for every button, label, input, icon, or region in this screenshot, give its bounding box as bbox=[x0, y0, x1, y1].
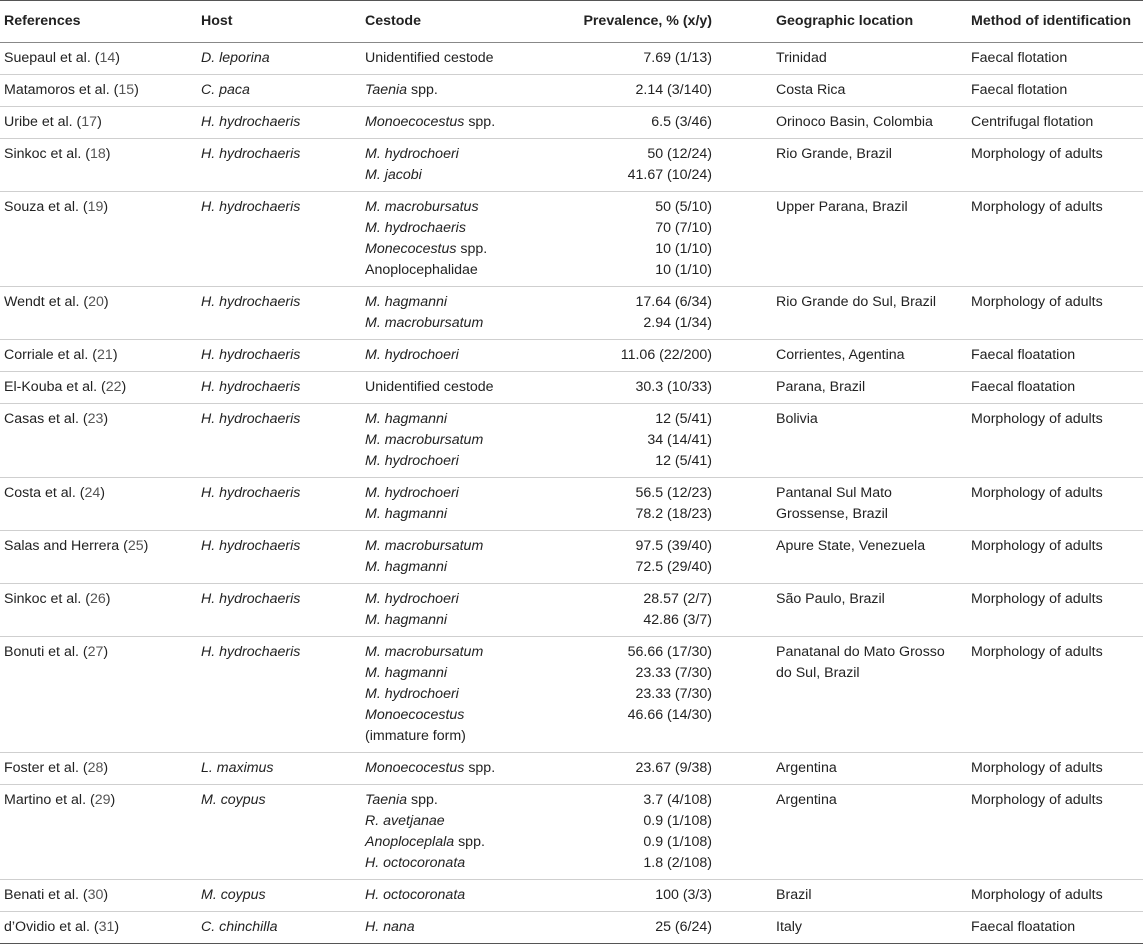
host-cell: H. hydrochaeris bbox=[201, 411, 301, 427]
prevalence-value: 56.5 (12/23) bbox=[635, 485, 712, 501]
cestode-species: Monoecocestus bbox=[365, 707, 465, 723]
cestode-cell bbox=[361, 340, 567, 372]
reference-cell: Sinkoc et al. (18) bbox=[4, 146, 111, 162]
location-cell: Argentina bbox=[776, 792, 837, 808]
prevalence-cell bbox=[567, 340, 772, 372]
reference-cell: Bonuti et al. (27) bbox=[4, 644, 109, 660]
reference-link[interactable]: 31 bbox=[98, 919, 115, 935]
reference-cell: Benati et al. (30) bbox=[4, 887, 109, 903]
prevalence-value: 42.86 (3/7) bbox=[643, 612, 712, 628]
method-cell: Morphology of adults bbox=[971, 792, 1103, 808]
prevalence-value: 100 (3/3) bbox=[655, 887, 712, 903]
host-cell: H. hydrochaeris bbox=[201, 485, 301, 501]
location-cell: Rio Grande do Sul, Brazil bbox=[776, 294, 937, 310]
table-row bbox=[0, 43, 1143, 75]
table-row bbox=[0, 753, 1143, 785]
prevalence-value: 23.33 (7/30) bbox=[635, 665, 712, 681]
cestode-cell bbox=[361, 912, 567, 944]
prevalence-value: 2.14 (3/140) bbox=[635, 82, 712, 98]
prevalence-value: 17.64 (6/34) bbox=[635, 294, 712, 310]
method-cell: Faecal flotation bbox=[971, 50, 1068, 66]
cestode-species: R. avetjanae bbox=[365, 813, 445, 829]
cestode-species: M. hydrochoeri bbox=[365, 347, 459, 363]
table-row bbox=[0, 372, 1143, 404]
prevalence-value: 34 (14/41) bbox=[647, 432, 712, 448]
reference-link[interactable]: 30 bbox=[87, 887, 104, 903]
location-cell: Corrientes, Agentina bbox=[776, 347, 905, 363]
cestode-cell bbox=[361, 584, 567, 637]
location-cell: Argentina bbox=[776, 760, 837, 776]
cestode-species: Monoecocestus spp. bbox=[365, 114, 496, 130]
prevalence-cell bbox=[567, 531, 772, 584]
reference-link[interactable]: 29 bbox=[94, 792, 111, 808]
method-cell: Morphology of adults bbox=[971, 887, 1103, 903]
cestode-species: Unidentified cestode bbox=[365, 379, 494, 395]
prevalence-value: 28.57 (2/7) bbox=[643, 591, 712, 607]
reference-link[interactable]: 26 bbox=[89, 591, 106, 607]
prevalence-cell bbox=[567, 478, 772, 531]
prevalence-cell bbox=[567, 192, 772, 287]
method-cell: Morphology of adults bbox=[971, 760, 1103, 776]
host-cell: M. coypus bbox=[201, 792, 266, 808]
cestode-cell bbox=[361, 880, 567, 912]
table-row bbox=[0, 192, 1143, 287]
table-row bbox=[0, 584, 1143, 637]
prevalence-value: 7.69 (1/13) bbox=[643, 50, 712, 66]
cestode-species: Taenia spp. bbox=[365, 792, 438, 808]
method-cell: Faecal floatation bbox=[971, 347, 1076, 363]
location-cell: Costa Rica bbox=[776, 82, 846, 98]
prevalence-cell bbox=[567, 139, 772, 192]
prevalence-cell bbox=[567, 107, 772, 139]
cestode-species: M. hydrochoeri bbox=[365, 485, 459, 501]
table-row bbox=[0, 139, 1143, 192]
prevalence-value: 12 (5/41) bbox=[655, 411, 712, 427]
prevalence-value: 6.5 (3/46) bbox=[651, 114, 712, 130]
cestode-species: Monecocestus spp. bbox=[365, 241, 488, 257]
reference-link[interactable]: 22 bbox=[105, 379, 122, 395]
method-cell: Morphology of adults bbox=[971, 199, 1103, 215]
table-row bbox=[0, 107, 1143, 139]
cestode-species: M. hydrochoeri bbox=[365, 146, 459, 162]
method-cell: Faecal floatation bbox=[971, 919, 1076, 935]
cestode-species: M. hagmanni bbox=[365, 294, 448, 310]
prevalence-value: 1.8 (2/108) bbox=[643, 855, 712, 871]
cestode-species: M. hagmanni bbox=[365, 612, 448, 628]
reference-link[interactable]: 25 bbox=[127, 538, 144, 554]
prevalence-value: 25 (6/24) bbox=[655, 919, 712, 935]
location-cell: Upper Parana, Brazil bbox=[776, 199, 908, 215]
prevalence-value: 56.66 (17/30) bbox=[627, 644, 712, 660]
table-row bbox=[0, 75, 1143, 107]
host-cell: H. hydrochaeris bbox=[201, 379, 301, 395]
cestode-species: (immature form) bbox=[365, 728, 466, 744]
host-cell: L. maximus bbox=[201, 760, 274, 776]
location-cell: Parana, Brazil bbox=[776, 379, 866, 395]
table-row bbox=[0, 637, 1143, 753]
header-references: References bbox=[0, 1, 197, 43]
prevalence-value: 46.66 (14/30) bbox=[627, 707, 712, 723]
prevalence-cell bbox=[567, 637, 772, 753]
cestode-species: H. nana bbox=[365, 919, 415, 935]
cestode-species: M. hagmanni bbox=[365, 665, 448, 681]
cestode-species: H. octocoronata bbox=[365, 855, 466, 871]
host-cell: H. hydrochaeris bbox=[201, 538, 301, 554]
header-row bbox=[0, 1, 1143, 43]
prevalence-cell bbox=[567, 372, 772, 404]
cestode-cell bbox=[361, 287, 567, 340]
reference-link[interactable]: 24 bbox=[84, 485, 101, 501]
table-row bbox=[0, 340, 1143, 372]
reference-link[interactable]: 19 bbox=[87, 199, 104, 215]
reference-link[interactable]: 18 bbox=[89, 146, 106, 162]
cestode-species: M. macrobursatum bbox=[365, 538, 484, 554]
prevalence-cell bbox=[567, 75, 772, 107]
method-cell: Morphology of adults bbox=[971, 146, 1103, 162]
cestode-species: M. macrobursatus bbox=[365, 199, 479, 215]
cestode-species: M. hagmanni bbox=[365, 559, 448, 575]
cestode-species: M. hagmanni bbox=[365, 506, 448, 522]
host-cell: C. chinchilla bbox=[201, 919, 278, 935]
cestode-cell bbox=[361, 372, 567, 404]
reference-cell: Wendt et al. (20) bbox=[4, 294, 109, 310]
reference-cell: Suepaul et al. (14) bbox=[4, 50, 120, 66]
cestode-species: H. octocoronata bbox=[365, 887, 466, 903]
cestode-cell bbox=[361, 404, 567, 478]
host-cell: M. coypus bbox=[201, 887, 266, 903]
table-row bbox=[0, 912, 1143, 944]
cestode-cell bbox=[361, 637, 567, 753]
prevalence-value: 0.9 (1/108) bbox=[643, 834, 712, 850]
location-cell: Pantanal Sul Mato Grossense, Brazil bbox=[776, 485, 892, 522]
host-cell: H. hydrochaeris bbox=[201, 591, 301, 607]
header-location: Geographic location bbox=[772, 1, 967, 43]
reference-link[interactable]: 20 bbox=[88, 294, 104, 310]
prevalence-cell bbox=[567, 912, 772, 944]
prevalence-value: 23.33 (7/30) bbox=[635, 686, 712, 702]
host-cell: H. hydrochaeris bbox=[201, 644, 301, 660]
cestode-species: M. hagmanni bbox=[365, 411, 448, 427]
cestode-species: M. jacobi bbox=[365, 167, 422, 183]
prevalence-value: 41.67 (10/24) bbox=[627, 167, 712, 183]
cestode-cell bbox=[361, 785, 567, 880]
host-cell: H. hydrochaeris bbox=[201, 199, 301, 215]
cestode-species: M. macrobursatum bbox=[365, 644, 484, 660]
reference-cell: El-Kouba et al. (22) bbox=[4, 379, 127, 395]
reference-cell: Corriale et al. (21) bbox=[4, 347, 118, 363]
location-cell: Rio Grande, Brazil bbox=[776, 146, 892, 162]
prevalence-cell bbox=[567, 753, 772, 785]
cestode-species: Anoploceplala spp. bbox=[365, 834, 485, 850]
location-cell: São Paulo, Brazil bbox=[776, 591, 885, 607]
prevalence-cell bbox=[567, 43, 772, 75]
cestode-species: M. hydrochoeri bbox=[365, 453, 459, 469]
cestode-cell bbox=[361, 139, 567, 192]
method-cell: Morphology of adults bbox=[971, 644, 1103, 660]
prevalence-value: 12 (5/41) bbox=[655, 453, 712, 469]
reference-link[interactable]: 27 bbox=[87, 644, 104, 660]
host-cell: H. hydrochaeris bbox=[201, 146, 301, 162]
cestode-cell bbox=[361, 192, 567, 287]
table-row bbox=[0, 785, 1143, 880]
prevalence-value: 11.06 (22/200) bbox=[620, 347, 712, 363]
table-row bbox=[0, 404, 1143, 478]
cestode-species: M. macrobursatum bbox=[365, 315, 484, 331]
reference-link[interactable]: 17 bbox=[81, 114, 98, 130]
table-row bbox=[0, 478, 1143, 531]
prevalence-value: 10 (1/10) bbox=[655, 262, 712, 278]
reference-link[interactable]: 14 bbox=[99, 50, 116, 66]
header-method: Method of identification bbox=[967, 1, 1143, 43]
prevalence-value: 0.9 (1/108) bbox=[643, 813, 712, 829]
location-cell: Apure State, Venezuela bbox=[776, 538, 926, 554]
method-cell: Faecal floatation bbox=[971, 379, 1076, 395]
header-host: Host bbox=[197, 1, 361, 43]
method-cell: Morphology of adults bbox=[971, 411, 1103, 427]
location-cell: Panatanal do Mato Grosso do Sul, Brazil bbox=[776, 644, 945, 681]
reference-cell: Martino et al. (29) bbox=[4, 792, 116, 808]
cestode-species: Monoecocestus spp. bbox=[365, 760, 496, 776]
location-cell: Bolivia bbox=[776, 411, 818, 427]
location-cell: Italy bbox=[776, 919, 803, 935]
prevalence-value: 97.5 (39/40) bbox=[635, 538, 712, 554]
cestode-cell bbox=[361, 75, 567, 107]
prevalence-value: 2.94 (1/34) bbox=[643, 315, 712, 331]
prevalence-value: 72.5 (29/40) bbox=[635, 559, 712, 575]
prevalence-value: 23.67 (9/38) bbox=[635, 760, 712, 776]
prevalence-cell bbox=[567, 404, 772, 478]
reference-link[interactable]: 23 bbox=[87, 411, 104, 427]
method-cell: Morphology of adults bbox=[971, 591, 1103, 607]
reference-cell: Sinkoc et al. (26) bbox=[4, 591, 111, 607]
location-cell: Brazil bbox=[776, 887, 812, 903]
reference-cell: Casas et al. (23) bbox=[4, 411, 109, 427]
table-row bbox=[0, 287, 1143, 340]
cestode-cell bbox=[361, 43, 567, 75]
host-cell: H. hydrochaeris bbox=[201, 294, 301, 310]
cestode-species: Taenia spp. bbox=[365, 82, 438, 98]
table-row bbox=[0, 880, 1143, 912]
method-cell: Faecal flotation bbox=[971, 82, 1068, 98]
prevalence-cell bbox=[567, 785, 772, 880]
reference-link[interactable]: 28 bbox=[87, 760, 104, 776]
cestode-cell bbox=[361, 753, 567, 785]
reference-cell: Costa et al. (24) bbox=[4, 485, 105, 501]
cestode-cell bbox=[361, 531, 567, 584]
prevalence-cell bbox=[567, 287, 772, 340]
host-cell: H. hydrochaeris bbox=[201, 114, 301, 130]
cestode-species: M. hydrochaeris bbox=[365, 220, 466, 236]
prevalence-value: 30.3 (10/33) bbox=[635, 379, 712, 395]
table-row bbox=[0, 531, 1143, 584]
reference-cell: Matamoros et al. (15) bbox=[4, 82, 139, 98]
prevalence-value: 70 (7/10) bbox=[655, 220, 712, 236]
host-cell: D. leporina bbox=[201, 50, 270, 66]
location-cell: Orinoco Basin, Colombia bbox=[776, 114, 933, 130]
method-cell: Morphology of adults bbox=[971, 538, 1103, 554]
host-cell: C. paca bbox=[201, 82, 250, 98]
cestode-cell bbox=[361, 478, 567, 531]
header-cestode: Cestode bbox=[361, 1, 567, 43]
reference-cell: Foster et al. (28) bbox=[4, 760, 109, 776]
method-cell: Centrifugal flotation bbox=[971, 114, 1094, 130]
reference-cell: d’Ovidio et al. (31) bbox=[4, 919, 120, 935]
cestode-species: Anoplocephalidae bbox=[365, 262, 478, 278]
prevalence-value: 50 (12/24) bbox=[647, 146, 712, 162]
method-cell: Morphology of adults bbox=[971, 485, 1103, 501]
reference-cell: Salas and Herrera (25) bbox=[4, 538, 149, 554]
host-cell: H. hydrochaeris bbox=[201, 347, 301, 363]
cestode-species: M. macrobursatum bbox=[365, 432, 484, 448]
method-cell: Morphology of adults bbox=[971, 294, 1103, 310]
cestode-species: M. hydrochoeri bbox=[365, 591, 459, 607]
location-cell: Trinidad bbox=[776, 50, 827, 66]
cestode-species: M. hydrochoeri bbox=[365, 686, 459, 702]
cestode-cell bbox=[361, 107, 567, 139]
reference-cell: Souza et al. (19) bbox=[4, 199, 109, 215]
reference-link[interactable]: 21 bbox=[97, 347, 113, 363]
prevalence-value: 78.2 (18/23) bbox=[635, 506, 712, 522]
cestode-species: Unidentified cestode bbox=[365, 50, 494, 66]
prevalence-value: 50 (5/10) bbox=[655, 199, 712, 215]
prevalence-value: 10 (1/10) bbox=[655, 241, 712, 257]
prevalence-value: 3.7 (4/108) bbox=[643, 792, 712, 808]
prevalence-cell bbox=[567, 584, 772, 637]
header-prevalence: Prevalence, % (x/y) bbox=[567, 1, 772, 43]
reference-link[interactable]: 15 bbox=[118, 82, 135, 98]
prevalence-cell bbox=[567, 880, 772, 912]
reference-cell: Uribe et al. (17) bbox=[4, 114, 102, 130]
